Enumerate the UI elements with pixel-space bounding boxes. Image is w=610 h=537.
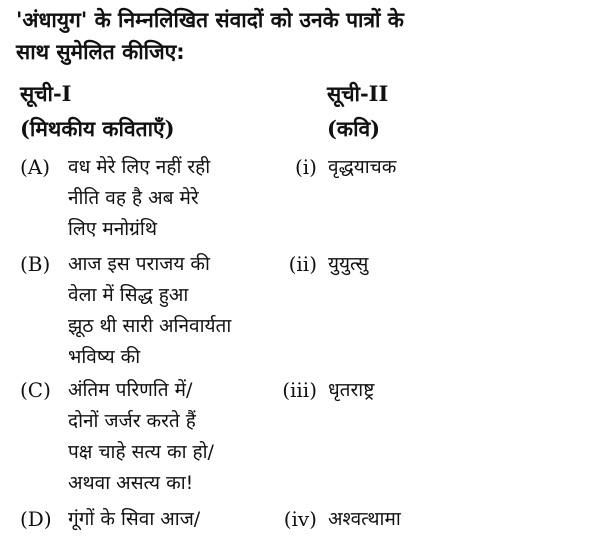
item-text-b [68, 249, 288, 373]
item-label-b: (B) [20, 252, 51, 276]
poet-name-ii: युयुत्सु [328, 253, 369, 275]
item-text-c [68, 375, 288, 499]
list-one-subtitle: (मिथकीय कविताएँ) [20, 116, 175, 141]
list-two-subtitle: (कवि) [327, 116, 381, 141]
item-c-line: दोनों जर्जर करते हैं [68, 410, 196, 432]
item-c-line: अंतिम परिणति में/ [68, 379, 193, 401]
poet-name-i: वृद्धयाचक [328, 156, 397, 178]
list-two-title: सूची-II [327, 81, 389, 106]
poet-number-ii: (ii) [288, 252, 317, 276]
question-line-2: साथ सुमेलित कीजिए: [16, 40, 185, 64]
item-label-d: (D) [20, 507, 52, 531]
poet-name-iii: धृतराष्ट्र [328, 379, 375, 401]
question-line-1: 'अंधायुग' के निम्नलिखित संवादों को उनके पात्रों के [16, 8, 404, 32]
item-a-line: लिए मनोग्रंथि [68, 218, 157, 240]
list-one-title: सूची-I [20, 81, 72, 106]
item-a-line: वध मेरे लिए नहीं रही [68, 156, 211, 178]
item-label-a: (A) [20, 155, 51, 179]
poet-number-iv: (iv) [283, 507, 317, 531]
poet-name-iv: अश्वत्थामा [328, 508, 401, 530]
item-a-line: नीति वह है अब मेरे [68, 187, 199, 209]
question-text [16, 4, 601, 68]
item-c-line: पक्ष चाहे सत्य का हो/ [68, 441, 214, 463]
item-text-a [68, 152, 288, 245]
item-d-line: गूंगों के सिवा आज/ [68, 508, 201, 530]
item-text-d [68, 504, 288, 535]
item-b-line: भविष्य की [68, 346, 141, 368]
item-b-line: झूठ थी सारी अनिवार्यता [68, 315, 232, 337]
item-c-line: अथवा असत्य का! [68, 472, 194, 494]
item-label-c: (C) [20, 378, 51, 402]
poet-number-i: (i) [294, 155, 317, 179]
item-b-line: आज इस पराजय की [68, 253, 210, 275]
poet-number-iii: (iii) [282, 378, 317, 402]
item-b-line: वेला में सिद्ध हुआ [68, 284, 189, 306]
